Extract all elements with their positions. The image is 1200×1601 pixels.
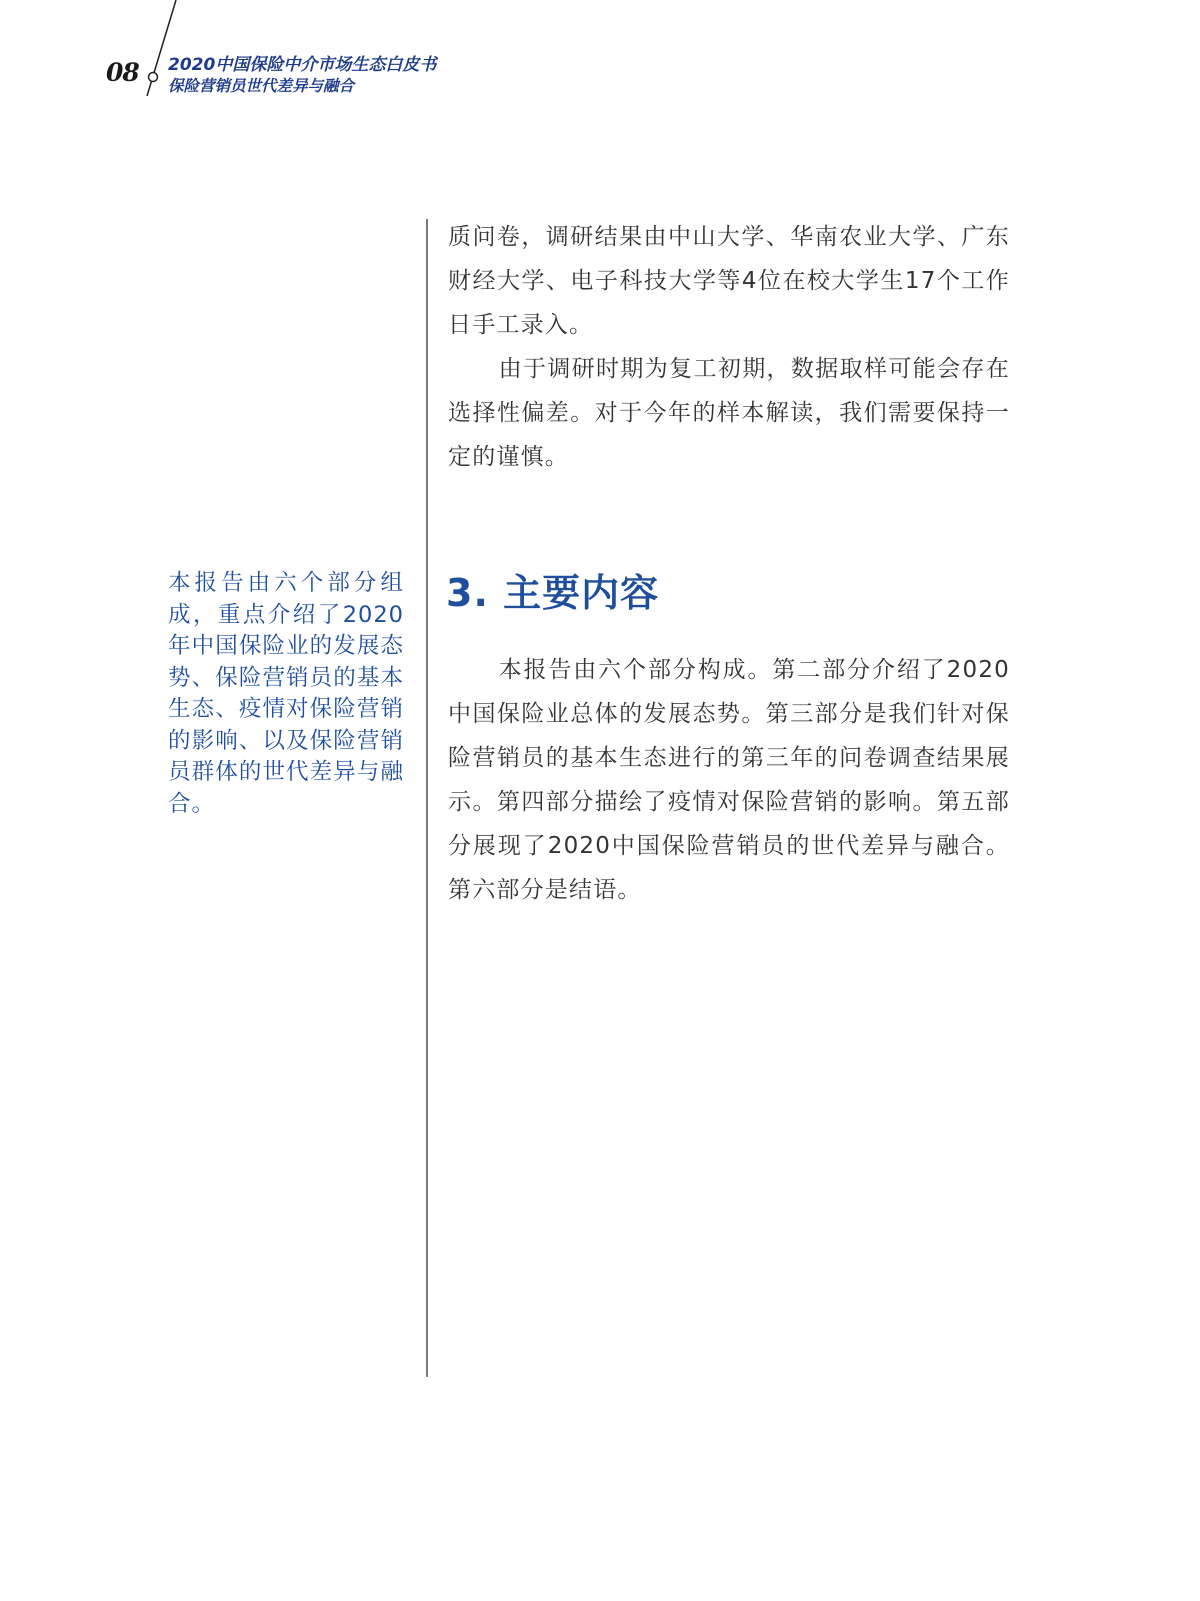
- running-header: [168, 55, 436, 97]
- column-divider: [426, 219, 428, 1377]
- section-body: [448, 648, 1010, 912]
- running-header-subtitle: 保险营销员世代差异与融合: [168, 77, 355, 95]
- page-number: 08: [106, 58, 139, 87]
- continuation-text: [448, 215, 1010, 479]
- paragraph: 由于调研时期为复工初期，数据取样可能会存在选择性偏差。对于今年的样本解读，我们需要保持一定的谨慎。: [448, 356, 1010, 470]
- sidebar-pull-quote: 本报告由六个部分组成，重点介绍了2020年中国保险业的发展态势、保险营销员的基本生态、疫情对保险营销的影响、以及保险营销员群体的世代差异与融合。: [168, 570, 404, 817]
- paragraph: 本报告由六个部分构成。第二部分介绍了2020中国保险业总体的发展态势。第三部分是我们针对保险营销员的基本生态进行的第三年的问卷调查结果展示。第四部分描绘了疫情对保险营销的影响。第五部分展现了2020中国保险营销员的世代差异与融合。第六部分是结语。: [448, 657, 1010, 903]
- running-header-title: 2020中国保险中介市场生态白皮书: [168, 55, 437, 75]
- paragraph: 质问卷，调研结果由中山大学、华南农业大学、广东财经大学、电子科技大学等4位在校大学生17个工作日手工录入。: [448, 224, 1010, 338]
- section-heading: 3. 主要内容: [446, 571, 660, 615]
